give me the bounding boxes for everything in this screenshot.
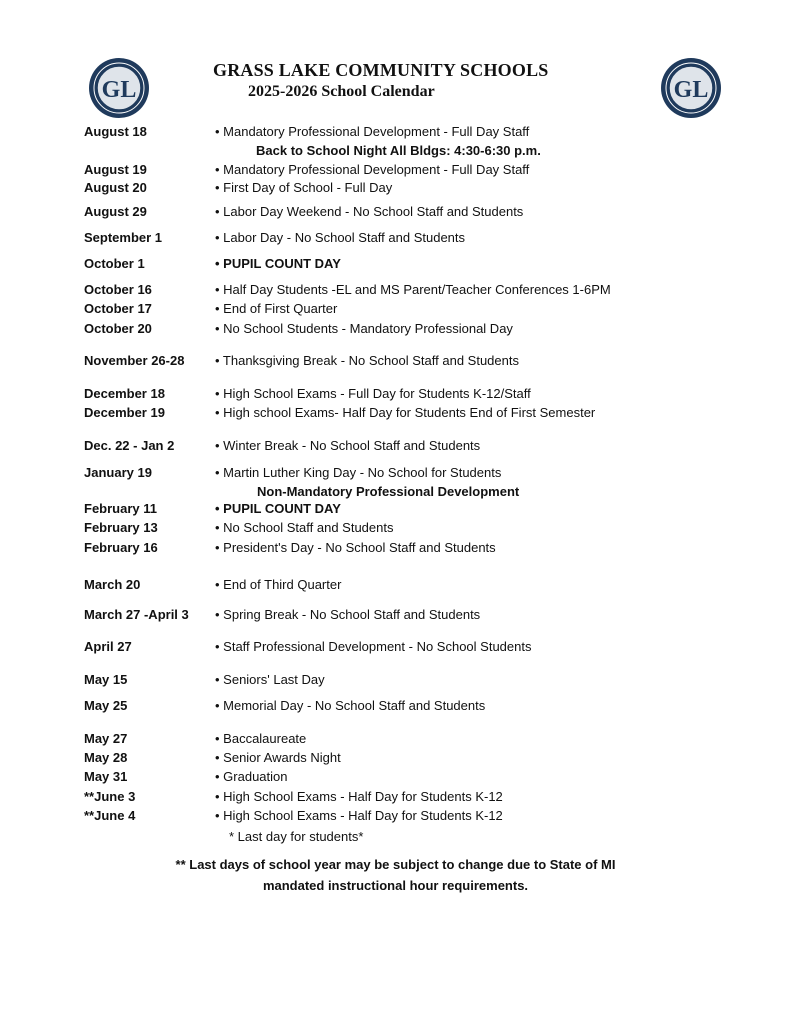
event-description: • Senior Awards Night (215, 750, 341, 765)
event-description: • Mandatory Professional Development - Full Day Staff (215, 162, 530, 177)
page-subtitle: 2025-2026 School Calendar (248, 83, 435, 100)
event-description: • End of First Quarter (215, 301, 338, 316)
svg-text:GL: GL (673, 77, 709, 103)
professional-development-note: Non-Mandatory Professional Development (257, 484, 520, 499)
event-date: August 29 (84, 204, 147, 219)
event-date: October 16 (84, 282, 152, 297)
event-description: • Half Day Students -EL and MS Parent/Teacher Conferences 1-6PM (215, 282, 611, 297)
event-description: • President's Day - No School Staff and Students (215, 540, 496, 555)
event-date: May 28 (84, 750, 128, 765)
event-date: October 17 (84, 301, 152, 316)
event-description: • First Day of School - Full Day (215, 180, 393, 195)
event-description: • Mandatory Professional Development - Full Day Staff (215, 124, 530, 139)
event-description: • High School Exams - Half Day for Students K-12 (215, 789, 503, 804)
event-date: August 20 (84, 180, 147, 195)
event-description: • No School Staff and Students (215, 520, 394, 535)
calendar-row (0, 519, 791, 537)
calendar-row (0, 229, 791, 247)
event-description: • Martin Luther King Day - No School for Students (215, 465, 502, 480)
event-date: October 1 (84, 256, 145, 271)
calendar-row (0, 768, 791, 786)
event-date: August 19 (84, 162, 147, 177)
event-description: • Labor Day Weekend - No School Staff and Students (215, 204, 524, 219)
calendar-row (0, 437, 791, 455)
school-seal-left (88, 57, 150, 119)
event-date: February 11 (84, 501, 157, 516)
footer-disclaimer (0, 854, 791, 896)
calendar-row (0, 352, 791, 370)
event-description: • High School Exams - Full Day for Students K-12/Staff (215, 386, 531, 401)
calendar-row (0, 638, 791, 656)
footer-line-1: ** Last days of school year may be subject to change due to State of MI (175, 857, 616, 872)
event-description: • Winter Break - No School Staff and Students (215, 438, 481, 453)
event-date: March 20 (84, 577, 141, 592)
calendar-row (0, 539, 791, 557)
footer-line-2: mandated instructional hour requirements. (262, 878, 529, 893)
calendar-row (0, 749, 791, 767)
calendar-row (0, 320, 791, 338)
calendar-row (0, 807, 791, 825)
calendar-note-row (0, 483, 791, 501)
calendar-row (0, 385, 791, 403)
calendar-note-row (0, 142, 791, 160)
calendar-row (0, 281, 791, 299)
event-date: December 18 (84, 386, 165, 401)
event-date: **June 4 (84, 808, 136, 823)
last-day-note: * Last day for students* (229, 829, 364, 844)
calendar-row (0, 123, 791, 141)
event-date: February 13 (84, 520, 158, 535)
svg-text:GL: GL (101, 77, 137, 103)
event-description: • Thanksgiving Break - No School Staff and Students (215, 353, 519, 368)
event-date: August 18 (84, 124, 147, 139)
calendar-note-row (0, 828, 791, 846)
calendar-row (0, 203, 791, 221)
event-date: May 15 (84, 672, 128, 687)
calendar-row (0, 404, 791, 422)
calendar-row (0, 697, 791, 715)
event-date: May 31 (84, 769, 128, 784)
event-date: December 19 (84, 405, 165, 420)
back-to-school-note: Back to School Night All Bldgs: 4:30-6:30 p.m. (256, 143, 541, 158)
calendar-row (0, 500, 791, 518)
event-description: • High School Exams - Half Day for Students K-12 (215, 808, 503, 823)
event-description: • Spring Break - No School Staff and Students (215, 607, 481, 622)
event-date: May 25 (84, 698, 128, 713)
event-description: • Graduation (215, 769, 288, 784)
event-description: • PUPIL COUNT DAY (215, 256, 341, 271)
event-description: • No School Students - Mandatory Professional Day (215, 321, 513, 336)
event-date: October 20 (84, 321, 152, 336)
event-date: Dec. 22 - Jan 2 (84, 438, 175, 453)
event-date: September 1 (84, 230, 163, 245)
calendar-row (0, 730, 791, 748)
event-date: February 16 (84, 540, 158, 555)
event-date: March 27 -April 3 (84, 607, 189, 622)
event-date: May 27 (84, 731, 128, 746)
event-description: • High school Exams- Half Day for Students End of First Semester (215, 405, 596, 420)
page-title: GRASS LAKE COMMUNITY SCHOOLS (213, 60, 549, 80)
calendar-row (0, 179, 791, 197)
event-description: • Memorial Day - No School Staff and Students (215, 698, 486, 713)
calendar-row (0, 464, 791, 482)
event-date: **June 3 (84, 789, 136, 804)
school-seal-right (660, 57, 722, 119)
event-description: • Labor Day - No School Staff and Students (215, 230, 466, 245)
calendar-row (0, 788, 791, 806)
event-date: April 27 (84, 639, 132, 654)
event-description: • End of Third Quarter (215, 577, 342, 592)
calendar-row (0, 161, 791, 179)
event-description: • Baccalaureate (215, 731, 307, 746)
calendar-row (0, 255, 791, 273)
calendar-row (0, 576, 791, 594)
event-description: • Staff Professional Development - No School Students (215, 639, 532, 654)
event-description: • PUPIL COUNT DAY (215, 501, 341, 516)
event-date: January 19 (84, 465, 152, 480)
calendar-row (0, 300, 791, 318)
calendar-row (0, 606, 791, 624)
event-description: • Seniors' Last Day (215, 672, 325, 687)
event-date: November 26-28 (84, 353, 185, 368)
calendar-row (0, 671, 791, 689)
